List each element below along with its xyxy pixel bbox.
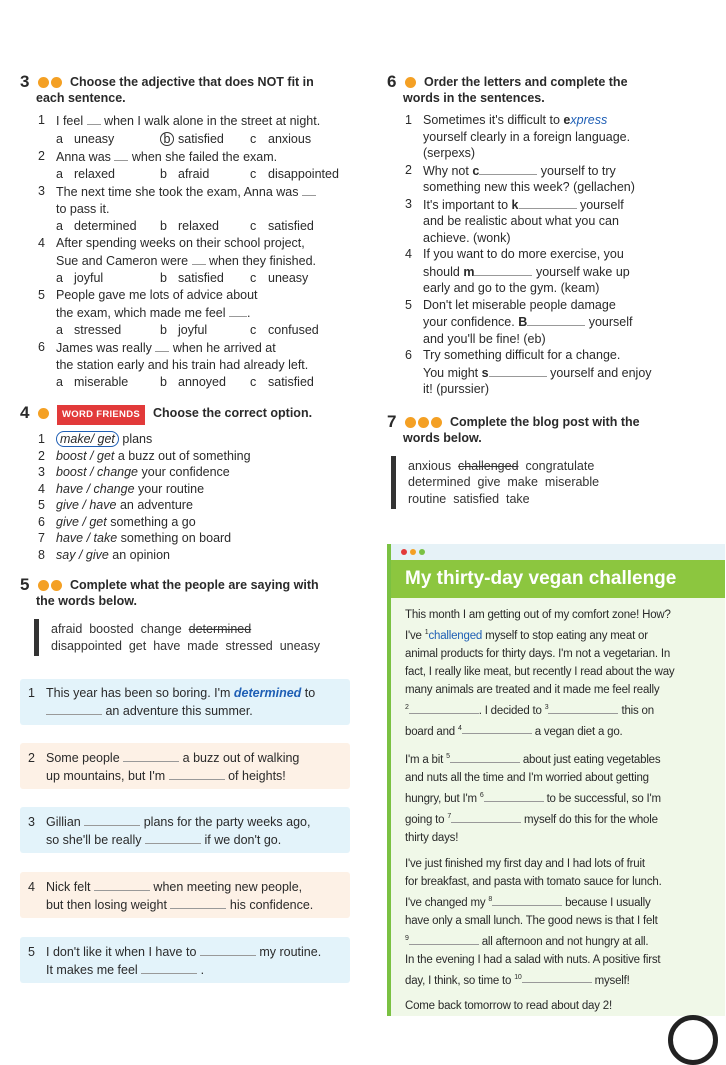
- difficulty-dots: [405, 417, 442, 428]
- options-2: a relaxed b afraid c disappointed: [56, 167, 339, 181]
- question-4: 4 If you want to do more exercise, you should m yourself wake up early and go to the gym. (keam): [405, 247, 630, 295]
- exercise-title: Choose the adjective that does NOT fit in each sentence.: [36, 75, 314, 105]
- word-bank: afraid boosted change determined disappointed get have made stressed uneasy: [34, 619, 352, 656]
- option-item-1[interactable]: 1 make/ get plans: [38, 432, 153, 446]
- option-item-2[interactable]: 2 boost / get a buzz out of something: [38, 448, 251, 463]
- blog-title: My thirty-day vegan challenge: [391, 560, 725, 598]
- difficulty-dots: [405, 77, 416, 88]
- options-4: a joyful b satisfied c uneasy: [56, 271, 309, 285]
- option-item-7[interactable]: 7 have / take something on board: [38, 531, 232, 545]
- options-6: a miserable b annoyed c satisfied: [56, 375, 314, 389]
- question-2: 2 Why not c yourself to try something new this week? (gellachen): [405, 162, 635, 194]
- circled-answer[interactable]: b: [160, 132, 174, 146]
- option-item-4[interactable]: 4 have / change your routine: [38, 481, 205, 496]
- blog-panel: [387, 544, 725, 1016]
- exercise-5: [20, 575, 352, 977]
- question-6: 6 James was really when he arrived at the station early and his train had already left.: [38, 340, 309, 372]
- speech-bubble-2: 2 Some people a buzz out of walking up mountains, but I'm of heights!: [20, 743, 350, 789]
- exercise-4: [20, 405, 352, 563]
- options-5: a stressed b joyful c confused: [56, 323, 319, 337]
- speech-bubble-5: 5 I don't like it when I have to my routine. It makes me feel .: [20, 937, 350, 983]
- word-bank: anxious challenged congratulate determined give make miserable routine satisfied take: [391, 456, 721, 510]
- blog-closing: Come back tomorrow to read about day 2!: [405, 1000, 612, 1013]
- question-2: 2 Anna was when she failed the exam.: [38, 148, 278, 164]
- question-6: 6 Try something difficult for a change. You might s yourself and enjoy it! (purssier): [405, 348, 652, 396]
- question-3: 3 It's important to k yourself and be realistic about what you can achieve. (wonk): [405, 196, 624, 245]
- page-corner-ring-icon: [668, 1015, 718, 1065]
- option-item-8[interactable]: 8 say / give an opinion: [38, 547, 170, 562]
- right-column: [387, 72, 721, 1013]
- blog-window-bar: [391, 544, 725, 560]
- question-4: 4 After spending weeks on their school project, Sue and Cameron were when they finished.: [38, 236, 317, 268]
- left-column: [20, 72, 352, 977]
- speech-bubble-1: 1 This year has been so boring. I'm determined to an adventure this summer.: [20, 679, 350, 725]
- option-item-3[interactable]: 3 boost / change your confidence: [38, 465, 230, 479]
- exercise-number: 6: [387, 72, 397, 91]
- exercise-number: 5: [20, 575, 30, 594]
- exercise-3: [20, 74, 352, 391]
- question-5: 5 People gave me lots of advice about the exam, which made me feel .: [38, 288, 258, 320]
- exercise-title: Complete the blog post with the words below.: [403, 414, 640, 445]
- speech-bubble-3: 3 Gillian plans for the party weeks ago, so she'll be really if we don't go.: [20, 807, 350, 853]
- exercise-6: [387, 74, 721, 398]
- option-item-5[interactable]: 5 give / have an adventure: [38, 498, 193, 512]
- exercise-title: Order the letters and complete the words in the sentences.: [403, 75, 628, 105]
- exercise-7: [387, 411, 721, 510]
- options-1: a uneasy b satisfied c anxious: [56, 131, 312, 146]
- exercise-title: Choose the correct option.: [153, 406, 313, 420]
- word-friends-badge: WORD FRIENDS: [57, 405, 145, 425]
- exercise-number: 3: [20, 72, 30, 91]
- question-3: 3 The next time she took the exam, Anna was to pass it.: [38, 183, 352, 217]
- blog-body: This month I am getting out of my comfort zone! How? I've $^1$challenged myself to stop eating any meat or animal products for thirty days. I'm not a vegetarian. In fact, I really like meat, but recently I read about the way many animals are treated and it made me feel really $^2$ . I decided to $^3$ this on board and $^4$ a vegan diet a go. I'm a bit $^5$ about just eating vegetables and nuts all the time and I'm worried about getting hungry, but I'm $^6$ to be successful, so I'm going to $^7$ myself do this for the whole thirty days! I've just finished my first day and I had lots of fruit for breakfast, and pasta with tomato sauce for lunch. I've changed my $^8$ because I usually have only a small lunch. The good news is that I felt $^9$ all afternoon and not hungry at all. In the evening I had a salad with nuts. A positive first day, I think, so time to $^{10}$ myself! Come back tomorrow to read about day 2!: [391, 598, 725, 1015]
- question-1: 1 Sometimes it's difficult to express yourself clearly in a foreign language. (serpexs): [405, 113, 631, 160]
- difficulty-dots: [38, 77, 62, 88]
- exercise-title: Complete what the people are saying with the words below.: [36, 578, 319, 608]
- difficulty-dots: [38, 408, 49, 419]
- exercise-number: 7: [387, 411, 397, 431]
- question-5: 5 Don't let miserable people damage your confidence. B yourself and you'll be fine! (eb): [405, 297, 633, 346]
- options-3: a determined b relaxed c satisfied: [56, 219, 314, 233]
- difficulty-dots: [38, 580, 62, 591]
- speech-bubble-4: 4 Nick felt when meeting new people, but then losing weight his confidence.: [20, 872, 350, 918]
- question-1: 1 I feel when I walk alone in the street at night.: [38, 113, 321, 128]
- exercise-number: 4: [20, 403, 30, 422]
- option-item-6[interactable]: 6 give / get something a go: [38, 514, 196, 529]
